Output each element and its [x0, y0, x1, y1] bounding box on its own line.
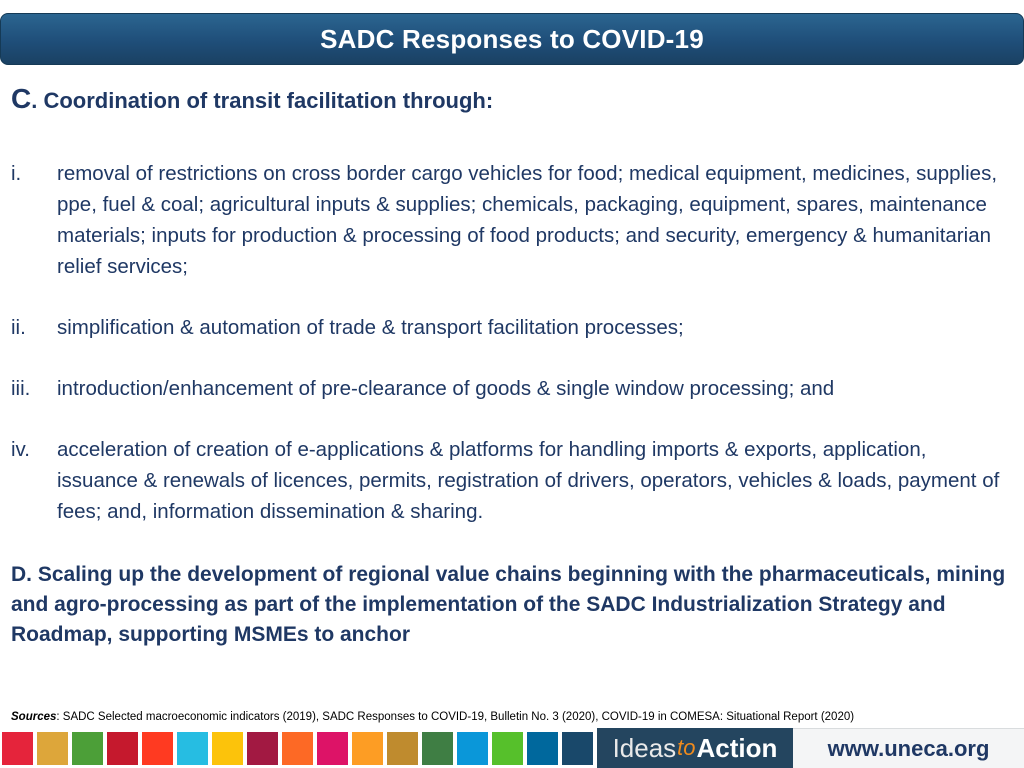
- sources-text: : SADC Selected macroeconomic indicators (2019), SADC Responses to COVID-19, Bulletin No. 3 (2020), COVID-19 in COMESA: Situational Report (2020): [56, 711, 855, 723]
- sdg-color-square: [527, 732, 558, 765]
- logo-word-ideas: Ideas: [612, 732, 677, 763]
- section-d-letter: D: [11, 563, 27, 586]
- list-item-numeral: iv.: [11, 438, 30, 461]
- sdg-color-square: [492, 732, 523, 765]
- sdg-color-square: [177, 732, 208, 765]
- list-item-text: removal of restrictions on cross border cargo vehicles for food; medical equipment, medicines, supplies, ppe, fuel & coal; agricultural inputs & supplies; chemicals, packaging, equipment, spares, maintenance materials; inputs for production & processing of food products; and security, emergency & humanitarian relief services;: [57, 162, 998, 278]
- transit-facilitation-list: [11, 158, 1010, 527]
- sdg-color-square: [142, 732, 173, 765]
- logo-word-action: Action: [696, 732, 778, 763]
- ideas-to-action-logo: [597, 728, 793, 768]
- list-item: [11, 312, 1010, 343]
- sdg-color-strip: [0, 728, 597, 768]
- list-item-text: acceleration of creation of e-applications & platforms for handling imports & exports, application, issuance & renewals of licences, permits, registration of drivers, operators, vehicles & loads, payment of fees; and, information dissemination & sharing.: [57, 438, 1000, 523]
- sdg-color-square: [72, 732, 103, 765]
- slide-title: SADC Responses to COVID-19: [320, 23, 704, 54]
- uneca-website: www.uneca.org: [827, 735, 990, 761]
- slide-body: [11, 84, 1010, 650]
- sdg-color-square: [2, 732, 33, 765]
- sources-note: [11, 711, 854, 723]
- list-item: [11, 373, 1010, 404]
- bottom-brand-bar: [0, 728, 1024, 768]
- sdg-color-square: [352, 732, 383, 765]
- logo-word-to: to: [677, 735, 696, 760]
- section-d-paragraph: [11, 560, 1010, 650]
- list-item-text: introduction/enhancement of pre-clearance of goods & single window processing; and: [57, 377, 835, 400]
- sdg-color-square: [37, 732, 68, 765]
- sources-label: Sources: [11, 711, 57, 723]
- section-c-heading: [11, 84, 1010, 116]
- section-c-letter: C: [11, 83, 32, 114]
- list-item-numeral: i.: [11, 162, 22, 185]
- sdg-color-square: [317, 732, 348, 765]
- list-item: [11, 158, 1010, 282]
- sdg-color-square: [457, 732, 488, 765]
- section-c-heading-text: . Coordination of transit facilitation through:: [31, 88, 494, 113]
- list-item-text: simplification & automation of trade & transport facilitation processes;: [57, 316, 684, 339]
- list-item-numeral: iii.: [11, 377, 31, 400]
- uneca-website-box: [793, 728, 1024, 768]
- sdg-color-square: [212, 732, 243, 765]
- section-d-text: . Scaling up the development of regional value chains beginning with the pharmaceuticals, mining and agro-processing as part of the implementation of the SADC Industrialization Strategy and Roadmap, supporting MSMEs to anchor: [11, 563, 1006, 646]
- sdg-color-square: [387, 732, 418, 765]
- sdg-color-square: [562, 732, 593, 765]
- sdg-color-square: [107, 732, 138, 765]
- slide-title-bar: [0, 13, 1024, 65]
- sdg-color-square: [282, 732, 313, 765]
- list-item-numeral: ii.: [11, 316, 26, 339]
- sdg-color-square: [422, 732, 453, 765]
- sdg-color-square: [247, 732, 278, 765]
- list-item: [11, 434, 1010, 527]
